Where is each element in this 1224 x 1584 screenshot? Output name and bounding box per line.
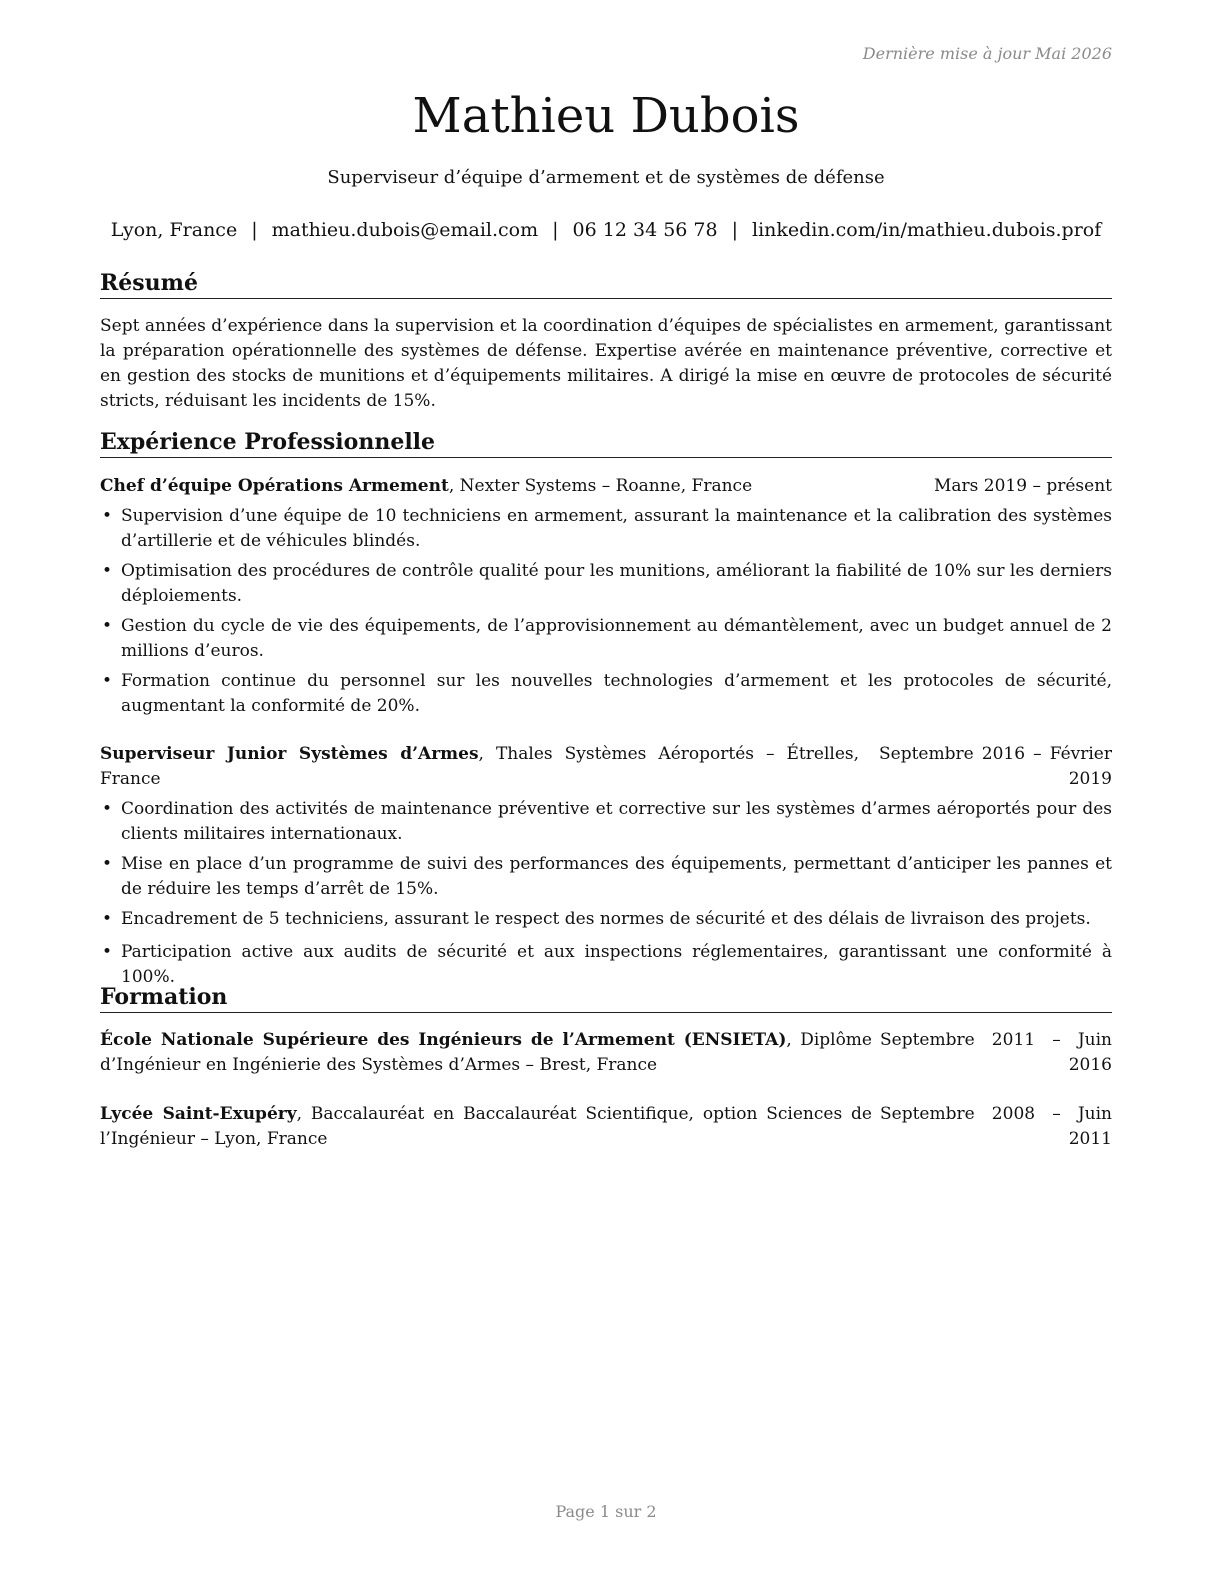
last-updated: Dernière mise à jour Mai 2026	[862, 44, 1112, 63]
summary-text: Sept années d’expérience dans la supervision et la coordination d’équipes de spécialistes en armement, garantissant la préparation opérationnelle des systèmes de défense. Expertise avérée en maintenance préventive, corrective et en gestion des stocks de munitions et d’équipements militaires. A dirigé la mise en œuvre de protocoles de sécurité stricts, réduisant les incidents de 15%.	[100, 316, 1112, 411]
degree-detail: , Baccalauréat en Baccalauréat Scientifique, option Sciences de l’Ingénieur – Lyon, France	[100, 1104, 872, 1149]
section-title-experience: Expérience Professionnelle	[100, 429, 1112, 458]
contact-location: Lyon, France	[110, 219, 238, 241]
bullet-text: Gestion du cycle de vie des équipements, de l’approvisionnement au démantèlement, avec un budget annuel de 2 millions d’euros.	[121, 616, 1112, 661]
contact-line	[100, 219, 1112, 241]
education-entry	[100, 1102, 1112, 1152]
bullet-icon: •	[102, 942, 113, 962]
contact-separator: |	[731, 219, 738, 241]
bullet-icon: •	[102, 616, 113, 636]
job-header	[100, 474, 1112, 499]
contact-phone[interactable]: 06 12 34 56 78	[572, 219, 718, 241]
list-item	[100, 504, 1112, 554]
bullet-icon: •	[102, 854, 113, 874]
contact-linkedin[interactable]: linkedin.com/in/mathieu.dubois.prof	[752, 219, 1102, 241]
contact-separator: |	[251, 219, 258, 241]
job-role: Superviseur Junior Systèmes d’Armes	[100, 744, 479, 764]
bullet-text: Formation continue du personnel sur les nouvelles technologies d’armement et les protocoles de sécurité, augmentant la conformité de 20%.	[121, 671, 1112, 716]
job-role: Chef d’équipe Opérations Armement	[100, 476, 449, 496]
job-title: Superviseur d’équipe d’armement et de systèmes de défense	[327, 167, 885, 188]
list-item	[100, 614, 1112, 664]
job-dates: Mars 2019 – présent	[933, 476, 1112, 496]
bullet-text: Optimisation des procédures de contrôle qualité pour les munitions, améliorant la fiabilité de 10% sur les derniers déploiements.	[121, 561, 1112, 606]
bullet-text: Participation active aux audits de sécurité et aux inspections réglementaires, garantissant une conformité à 100%.	[121, 942, 1112, 987]
school-name: École Nationale Supérieure des Ingénieurs de l’Armement (ENSIETA)	[100, 1030, 787, 1050]
job-title-line	[100, 474, 934, 499]
job-title-line	[100, 742, 879, 792]
bullet-text: Coordination des activités de maintenance préventive et corrective sur les systèmes d’armes aéroportés pour des clients militaires internationaux.	[121, 799, 1112, 844]
contact-separator: |	[552, 219, 559, 241]
bullet-text: Supervision d’une équipe de 10 techniciens en armement, assurant la maintenance et la calibration des systèmes d’artillerie et de véhicules blindés.	[121, 506, 1112, 551]
list-item	[100, 559, 1112, 609]
education-entry	[100, 1028, 1112, 1078]
section-title-education: Formation	[100, 984, 1112, 1013]
job-header	[100, 742, 1112, 792]
education-dates: Septembre 2008 – Juin 2011	[880, 1104, 1112, 1149]
page-number: Page 1 sur 2	[555, 1502, 657, 1521]
contact-email[interactable]: mathieu.dubois@email.com	[271, 219, 539, 241]
bullet-text: Encadrement de 5 techniciens, assurant le respect des normes de sécurité et des délais de livraison des projets.	[121, 909, 1091, 929]
bullet-icon: •	[102, 909, 113, 929]
job-bullets	[100, 797, 1112, 995]
job-company: , Nexter Systems – Roanne, France	[448, 476, 753, 496]
resume-page	[100, 0, 1112, 1584]
bullet-icon: •	[102, 799, 113, 819]
job-bullets	[100, 504, 1112, 724]
bullet-icon: •	[102, 506, 113, 526]
education-title-line	[100, 1102, 880, 1152]
degree-detail: , Diplôme d’Ingénieur en Ingénierie des Systèmes d’Armes – Brest, France	[100, 1030, 872, 1075]
list-item	[100, 669, 1112, 719]
education-dates: Septembre 2011 – Juin 2016	[880, 1030, 1112, 1075]
bullet-icon: •	[102, 561, 113, 581]
list-item	[100, 907, 1112, 932]
education-title-line	[100, 1028, 880, 1078]
list-item	[100, 797, 1112, 847]
person-name: Mathieu Dubois	[412, 88, 800, 144]
school-name: Lycée Saint-Exupéry	[100, 1104, 297, 1124]
list-item	[100, 940, 1112, 990]
job-company: , Thales Systèmes Aéroportés – Étrelles, France	[100, 744, 860, 789]
section-title-summary: Résumé	[100, 270, 1112, 299]
job-dates: Septembre 2016 – Février 2019	[879, 744, 1112, 789]
list-item	[100, 852, 1112, 902]
bullet-text: Mise en place d’un programme de suivi des performances des équipements, permettant d’anticiper les pannes et de réduire les temps d’arrêt de 15%.	[121, 854, 1112, 899]
bullet-icon: •	[102, 671, 113, 691]
